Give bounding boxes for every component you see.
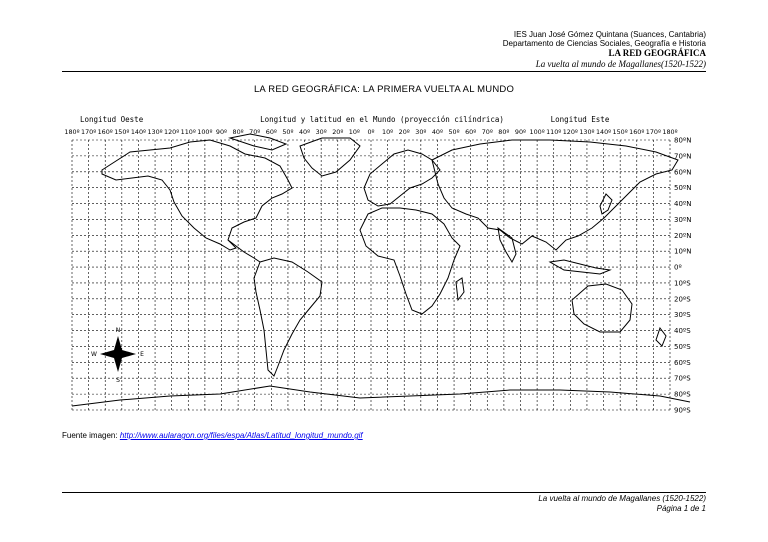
- page-title: LA RED GEOGRÁFICA: LA PRIMERA VUELTA AL MUNDO: [253, 84, 515, 95]
- longitude-label: 140º: [130, 128, 147, 136]
- longitude-label: 170º: [81, 128, 97, 136]
- longitude-label: 70º: [481, 128, 493, 136]
- header-rule: [62, 71, 706, 72]
- document-header: [503, 30, 706, 69]
- institution-name: IES Juan José Gómez Quintana (Suances, Cantabria): [513, 30, 706, 39]
- image-source: [62, 431, 363, 440]
- longitude-label: 140º: [595, 128, 612, 136]
- longitude-label: 60º: [265, 128, 277, 136]
- map-center-label: Longitud y latitud en el Mundo (proyección cilíndrica): [260, 115, 504, 124]
- compass-south-label: S: [116, 377, 120, 384]
- source-link[interactable]: http://www.aularagon.org/files/espa/Atlas/Latitud_longitud_mundo.gif: [119, 431, 363, 440]
- longitude-label: 50º: [282, 128, 294, 136]
- latitude-label: 10ºN: [674, 247, 692, 256]
- longitude-label: 170º: [645, 128, 661, 136]
- latitude-label: 60ºS: [674, 358, 691, 367]
- compass-east-label: E: [140, 351, 144, 358]
- longitude-label: 130º: [579, 128, 595, 136]
- latitude-label: 60ºN: [674, 168, 692, 177]
- india-outline: [498, 228, 516, 262]
- longitude-label: 120º: [562, 128, 578, 136]
- longitude-label: 40º: [431, 128, 444, 136]
- latitude-label: 30ºN: [674, 215, 692, 224]
- west-longitude-label: Longitud Oeste: [80, 115, 144, 124]
- east-longitude-label: Longitud Este: [550, 115, 610, 124]
- world-map: [60, 110, 705, 422]
- longitude-label: 180º: [64, 128, 80, 136]
- longitude-label: 60º: [465, 128, 477, 136]
- compass-north-label: N: [115, 327, 121, 334]
- footer-topic: La vuelta al mundo de Magallanes (1520-1522): [538, 494, 706, 503]
- latitude-label: 0º: [674, 263, 682, 272]
- longitude-label: 70º: [249, 128, 261, 136]
- australia-outline: [572, 284, 632, 332]
- greenland-outline: [300, 138, 360, 176]
- latitude-label: 20ºS: [674, 295, 691, 304]
- madagascar-outline: [456, 278, 464, 300]
- continent-outlines: [72, 134, 690, 406]
- longitude-label: 120º: [164, 128, 180, 136]
- longitude-label: 150º: [114, 128, 130, 136]
- latitude-label: 80ºS: [674, 390, 691, 399]
- longitude-label: 10º: [382, 128, 394, 136]
- unit-title: LA RED GEOGRÁFICA: [608, 48, 706, 59]
- topic-subtitle: La vuelta al mundo de Magallanes(1520-1522): [535, 58, 706, 69]
- longitude-label: 80º: [232, 128, 244, 136]
- asia-outline: [432, 140, 678, 250]
- longitude-label: 160º: [97, 128, 113, 136]
- compass-rose: [91, 327, 144, 384]
- page-number: Página 1 de 1: [656, 503, 706, 513]
- world-map-figure: [60, 110, 705, 422]
- footer-rule: [62, 492, 706, 493]
- longitude-label: 0º: [367, 128, 375, 136]
- longitude-label: 100º: [529, 128, 545, 136]
- longitude-label: 130º: [147, 128, 163, 136]
- latitude-label: 20ºN: [674, 231, 692, 240]
- longitude-label: 30º: [415, 128, 427, 136]
- longitude-label: 50º: [448, 128, 460, 136]
- longitude-label: 20º: [332, 128, 344, 136]
- longitude-label: 10º: [348, 128, 360, 136]
- latitude-label: 40ºN: [674, 200, 692, 209]
- latitude-label: 90ºS: [674, 406, 691, 415]
- latitude-label: 50ºS: [674, 342, 691, 351]
- source-label: Fuente imagen:: [62, 431, 118, 440]
- longitude-label: 160º: [629, 128, 645, 136]
- longitude-label: 110º: [180, 128, 196, 136]
- document-footer: [538, 494, 706, 513]
- longitude-label: 40º: [298, 128, 311, 136]
- europe-outline: [364, 150, 440, 206]
- latitude-label: 50ºN: [674, 184, 692, 193]
- longitude-label: 150º: [612, 128, 628, 136]
- latitude-label: 70ºS: [674, 374, 691, 383]
- longitude-label: 90º: [215, 128, 228, 136]
- longitude-label: 110º: [546, 128, 562, 136]
- antarctica-outline: [72, 386, 690, 406]
- latitude-label: 80ºN: [674, 136, 692, 145]
- latitude-label: 70ºN: [674, 152, 692, 161]
- longitude-label: 20º: [398, 128, 410, 136]
- longitude-label: 90º: [514, 128, 527, 136]
- africa-outline: [360, 208, 460, 314]
- north-america-outline: [102, 140, 292, 250]
- compass-west-label: W: [91, 351, 97, 358]
- longitude-label: 30º: [315, 128, 327, 136]
- longitude-label: 80º: [498, 128, 510, 136]
- department-name: Departamento de Ciencias Sociales, Geografía e Historia: [502, 39, 706, 49]
- latitude-label: 30ºS: [674, 311, 691, 320]
- latitude-label: 10ºS: [674, 279, 691, 288]
- latitude-label: 40ºS: [674, 327, 691, 336]
- longitude-label: 100º: [197, 128, 213, 136]
- japan-outline: [600, 194, 612, 214]
- longitude-label: 180º: [662, 128, 678, 136]
